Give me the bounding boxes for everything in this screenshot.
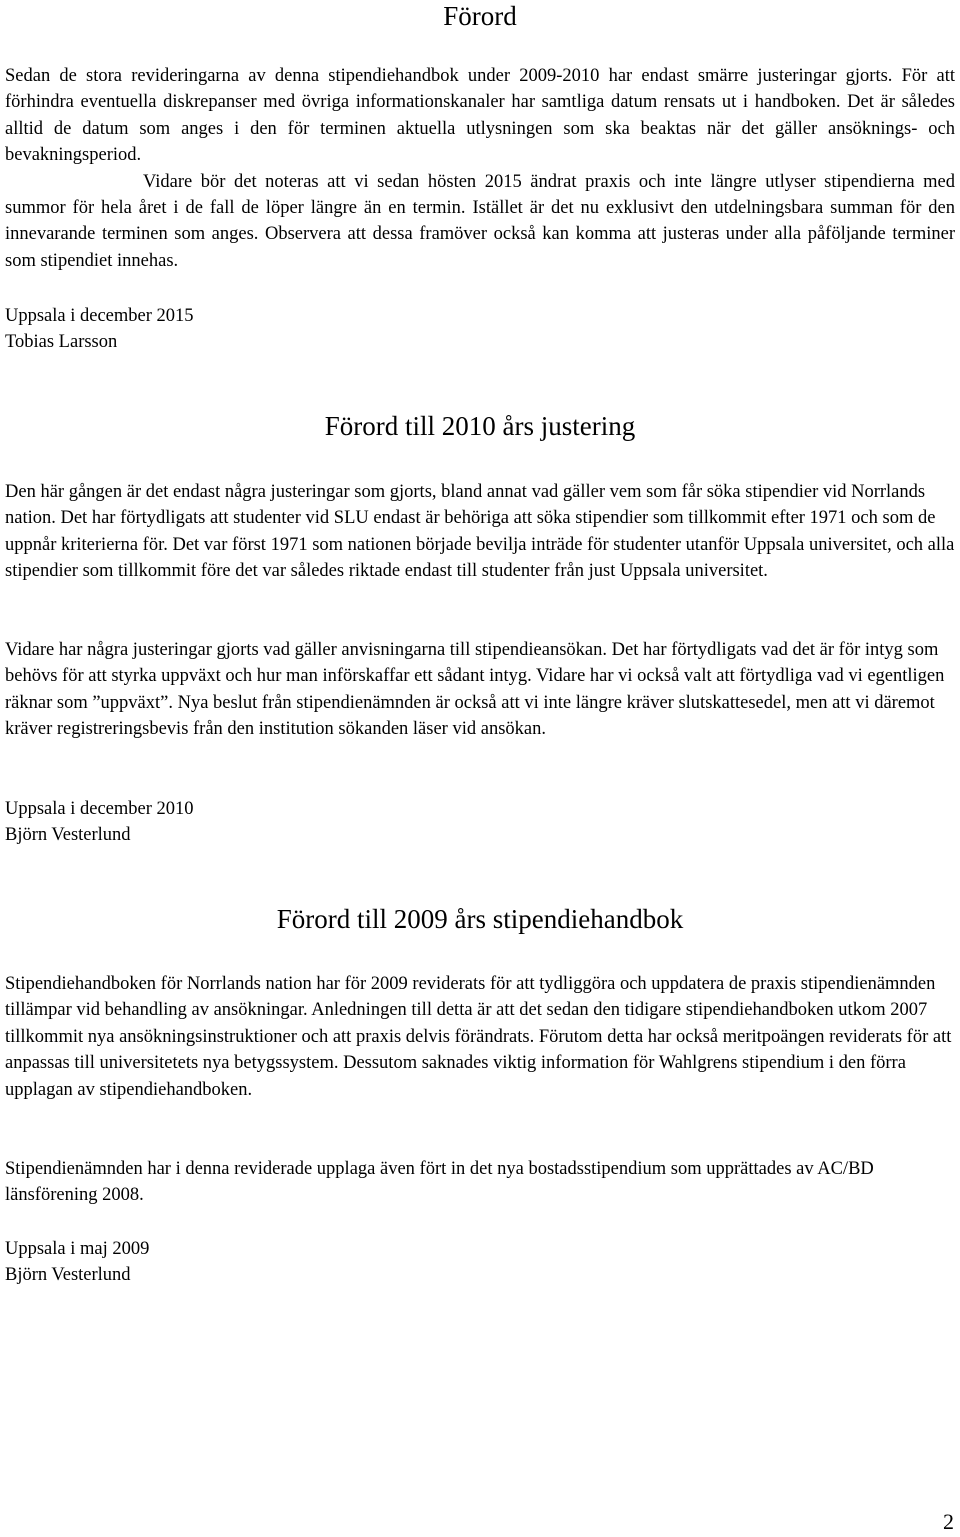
- intro-paragraph: [5, 63, 955, 274]
- signature-2015: [5, 303, 194, 356]
- section-title-2009: Förord till 2009 års stipendiehandbok: [276, 904, 684, 934]
- section-title-forord: Förord: [443, 1, 517, 31]
- intro-paragraph-first: Sedan de stora revideringarna av denna stipendiehandbok under 2009-2010 har endast smärre justeringar gjorts. För att förhindra eventuella diskrepanser med övriga informationskanaler har samtliga datum rensats ut i handboken. Det är således alltid de datum som anges i den för terminen aktuella utlysningen som ska beaktas när det gäller ansöknings- och bevakningsperiod.: [5, 66, 955, 166]
- signature-place-date: Uppsala i maj 2009: [5, 1239, 150, 1259]
- signature-2009: [5, 1236, 149, 1289]
- section-title-2010: Förord till 2010 års justering: [324, 411, 636, 441]
- signature-author: Björn Vesterlund: [5, 1265, 131, 1286]
- paragraph-2010-second: Vidare har några justeringar gjorts vad gäller anvisningarna till stipendieansökan. Det har förtydligats vad det är för intyg som behövs för att styrka uppväxt och hur man införskaffar ett sådant intyg. Vidare har vi också valt att förtydliga vad vi egentligen räknar som ”uppväxt”. Nya beslut från stipendienämnden är också att vi inte längre kräver slutskattesedel, men att vi däremot kräver registreringsbevis från den institution sökanden läser vid ansökan.: [5, 640, 945, 740]
- signature-place-date: Uppsala i december 2010: [5, 799, 194, 819]
- paragraph-2010-first: Den här gången är det endast några justeringar som gjorts, bland annat vad gäller vem som får söka stipendier vid Norrlands nation. Det har förtydligats att studenter vid SLU endast är behöriga att söka stipendier som tillkommit efter 1971 och som de uppnår kriterierna för. Det var först 1971 som nationen började bevilja inträde för studenter utanför Uppsala universitet, och alla stipendier som tillkommit före det var således riktade endast till studenter från just Uppsala universitet.: [5, 482, 955, 582]
- page-number: 2: [943, 1509, 954, 1534]
- signature-author: Björn Vesterlund: [5, 825, 131, 846]
- paragraph-2009-second: Stipendienämnden har i denna reviderade upplaga även fört in det nya bostadsstipendium som upprättades av AC/BD länsförening 2008.: [5, 1159, 874, 1206]
- intro-paragraph-second: Vidare bör det noteras att vi sedan hösten 2015 ändrat praxis och inte längre utlyser stipendierna med summor för hela året i de fall de löper längre än en termin. Istället är det nu exklusivt den utdelningsbara summan för den innevarande terminen som anges. Observera att dessa framöver också kan komma att justeras under alla påföljande terminer som stipendiet innehas.: [5, 171, 955, 271]
- signature-place-date: Uppsala i december 2015: [5, 306, 194, 326]
- paragraph-2009-first: Stipendiehandboken för Norrlands nation har för 2009 reviderats för att tydliggöra och uppdatera de praxis stipendienämnden tillämpar vid behandling av ansökningar. Anledningen till detta är att det sedan den tidigare stipendiehandboken utkom 2007 tillkommit nya ansökningsinstruktioner och att praxis delvis förändrats. Förutom detta har också meritpoängen reviderats för att anpassas till universitetets nya betygssystem. Dessutom saknades viktig information för Wahlgrens stipendium i den förra upplagan av stipendiehandboken.: [5, 974, 952, 1100]
- signature-author: Tobias Larsson: [5, 332, 118, 353]
- signature-2010: [5, 796, 194, 849]
